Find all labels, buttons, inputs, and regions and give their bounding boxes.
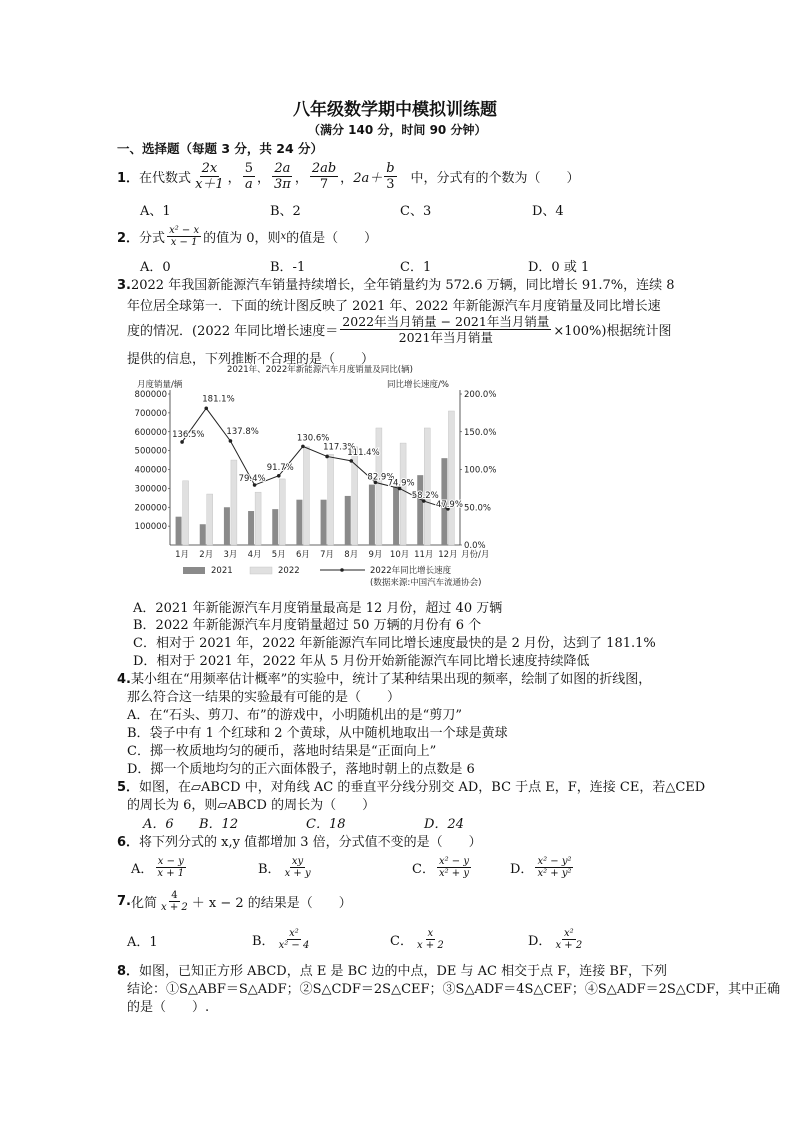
growth-label: 82.9% [367, 472, 395, 483]
legend-swatch-2021 [183, 567, 205, 574]
x-tick-label: 5月 [271, 550, 286, 560]
legend-swatch-2022 [250, 567, 272, 574]
option-a: A．0 [140, 260, 171, 275]
question-text: 度的情况．(2022 年同比增长速度＝ [127, 323, 339, 339]
option-b: B．2022 年新能源汽车月度销量超过 50 万辆的月份有 6 个 [133, 618, 482, 633]
fraction: $\frac{\text{2022年当月销量 − 2021年当月销量}}{\text{2021年当月销量}}$ [342, 313, 550, 345]
bar-2021-6 [296, 500, 302, 545]
option-a: A、1 [140, 204, 171, 219]
fraction: $\frac{2x}{x+1}$ [195, 160, 224, 192]
option-d: D．掷一个质地均匀的正六面体骰子，落地时朝上的点数是 6 [127, 762, 475, 777]
chart-svg [125, 362, 515, 594]
question-3-line1 [117, 274, 675, 293]
question-8-line2: 结论：①S△ABF＝S△ADF；②S△CDF＝2S△CEF；③S△ADF＝4S△CEF；④S△ADF＝2S△CDF，其中正确 [127, 982, 781, 997]
fraction: $\frac{4}{x + 2}$ [161, 889, 188, 913]
question-6 [117, 831, 482, 850]
growth-label: 79.4% [238, 474, 266, 485]
x-tick-label: 1月 [175, 550, 190, 560]
bar-2022-7 [328, 454, 334, 545]
option-b: B、2 [270, 204, 301, 219]
question-text: 中，分式有的个数为（ ） [410, 170, 580, 186]
bar-2021-2 [200, 524, 206, 545]
y-axis-label: 月度销量/辆 [137, 380, 183, 390]
question-1: 1． 在代数式 $\frac{2x}{x+1}$ ， $\frac{5}{a}$ ， $\frac{2a}{3\pi}$ ， $\frac{2ab}{7}$ ， 2a＋ $\frac{b}{3}$ 中，分式有的个数为（ ） [117, 160, 580, 192]
option-a: A． $\frac{x - y}{x + 1}$ [131, 855, 185, 879]
growth-point [301, 445, 305, 449]
chart-source: (数据来源:中国汽车流通协会) [370, 578, 482, 588]
question-7 [117, 883, 352, 919]
growth-point [325, 455, 329, 459]
growth-label: 181.1% [202, 394, 235, 405]
option-d: D．24 [424, 817, 464, 832]
question-text: 的值为 0，则 [203, 230, 281, 246]
y2-tick-label: 150.0% [464, 427, 497, 438]
bar-2022-12 [448, 411, 454, 545]
question-3-line2: 年位居全球第一．下面的统计图反映了 2021 年、2022 年新能源汽车月度销量及同比增长速 [127, 299, 661, 314]
growth-point [204, 406, 208, 410]
y2-tick-label: 200.0% [464, 390, 497, 400]
question-number: 7. [117, 893, 131, 909]
y2-axis-label: 同比增长速度/% [387, 380, 449, 390]
x-tick-label: 6月 [295, 550, 310, 560]
growth-line [182, 408, 448, 509]
legend-label: 2022年同比增长速度 [370, 566, 452, 576]
bar-2022-6 [303, 447, 309, 545]
growth-label: 91.7% [266, 462, 294, 473]
option-b: B． $\frac{\text{x²}}{\text{x² − 4}}$ [252, 927, 310, 951]
option-c: C． $\frac{x}{x + 2}$ [390, 927, 444, 951]
growth-point [349, 459, 353, 463]
section-heading: 一、选择题（每题 3 分，共 24 分） [117, 141, 324, 156]
bar-2021-9 [369, 485, 375, 545]
x-tick-label: 9月 [368, 550, 383, 560]
question-text: 将下列分式的 x,y 值都增加 3 倍，分式值不变的是（ ） [139, 835, 482, 850]
bar-2021-5 [272, 509, 278, 545]
option-d: D． $\frac{\text{x² − y²}}{\text{x² + y²}}$ [510, 855, 572, 879]
bar-2021-11 [417, 475, 423, 545]
question-text: 如图，已知正方形 ABCD，点 E 是 BC 边的中点，DE 与 AC 相交于点 F，连接 BF，下列 [139, 964, 667, 979]
question-3-line4: 提供的信息，下列推断不合理的是（ ） [127, 352, 375, 367]
variable: x [280, 230, 287, 242]
option-c: C、3 [400, 204, 432, 219]
question-text: 2022 年我国新能源汽车销量持续增长，全年销量约为 572.6 万辆，同比增长 91.7%，连续 8 [130, 278, 675, 293]
page-title: 八年级数学期中模拟训练题 [293, 100, 497, 120]
bar-2022-11 [424, 428, 430, 545]
question-text: 化简 [130, 895, 157, 911]
question-8-line3: 的是（ ）. [127, 1000, 210, 1015]
question-number: 3. [117, 278, 131, 293]
question-2 [117, 219, 377, 253]
question-text: 某小组在“用频率估计概率”的实验中，统计了某种结果出现的频率，绘制了如图的折线图， [130, 672, 652, 687]
question-number: 4. [117, 672, 131, 687]
bar-2022-2 [207, 494, 213, 545]
growth-point [229, 439, 233, 443]
question-text: 的值是（ ） [286, 230, 378, 246]
question-number: 2． [117, 230, 140, 246]
growth-label: 137.8% [226, 426, 259, 437]
x-tick-label: 2月 [199, 550, 214, 560]
y-tick-label: 300000 [134, 484, 167, 495]
question-text: ×100%)根据统计图 [553, 323, 672, 339]
option-b: B． $\frac{xy}{x + y}$ [258, 855, 311, 879]
question-5-line2: 的周长为 6，则▱ABCD 的周长为（ ） [127, 798, 376, 813]
y2-tick-label: 100.0% [464, 465, 497, 476]
fraction: $\frac{5}{a}$ [244, 160, 253, 192]
y-tick-label: 200000 [134, 503, 167, 514]
bar-2021-1 [176, 517, 182, 545]
option-c: C．1 [400, 260, 432, 275]
option-c: C．掷一枚质地均匀的硬币，落地时结果是“正面向上” [127, 744, 437, 759]
fraction: $\frac{b}{3}$ [386, 160, 395, 192]
bar-2022-5 [279, 479, 285, 545]
growth-label: 58.2% [411, 491, 439, 502]
question-number: 5． [117, 780, 140, 795]
growth-label: 47.9% [435, 499, 463, 510]
option-a: A．1 [127, 935, 158, 950]
bar-2021-3 [224, 507, 230, 545]
question-4-line1 [117, 668, 651, 687]
question-text: 如图，在▱ABCD 中，对角线 AC 的垂直平分线分别交 AD，BC 于点 E，F，连接 CE，若△CED [139, 780, 706, 795]
growth-label: 136.5% [172, 429, 205, 440]
option-d: D． $\frac{\text{x²}}{x + 2}$ [528, 927, 583, 951]
y-tick-label: 700000 [134, 408, 167, 419]
growth-point [180, 440, 184, 444]
legend-label: 2021 [211, 566, 233, 576]
x-tick-label: 7月 [320, 550, 335, 560]
option-c: C．18 [306, 817, 346, 832]
chart-title: 2021年、2022年新能源汽车月度销量及同比(辆) [227, 365, 413, 375]
y-tick-label: 600000 [134, 427, 167, 438]
x-tick-label: 12月 [438, 550, 458, 560]
question-number: 8． [117, 964, 140, 979]
x-tick-label: 10月 [389, 550, 410, 560]
option-b: B．袋子中有 1 个红球和 2 个黄球，从中随机地取出一个球是黄球 [127, 726, 508, 741]
growth-label: 74.9% [387, 478, 415, 489]
fraction: $\frac{2a}{3\pi}$ [273, 160, 291, 192]
question-number: 1． [117, 170, 140, 186]
bar-2022-9 [376, 428, 382, 545]
expression: 2a＋ [353, 170, 383, 186]
y-tick-label: 500000 [134, 446, 167, 457]
y-tick-label: 100000 [134, 522, 167, 533]
question-text: ＋ x − 2 的结果是（ ） [191, 895, 352, 911]
option-d: D．相对于 2021 年，2022 年从 5 月份开始新能源汽车同比增长速度持续降低 [133, 654, 590, 669]
y-tick-label: 800000 [134, 390, 167, 400]
growth-label: 111.4% [347, 447, 380, 458]
option-b: B．-1 [270, 260, 306, 275]
question-number: 6． [117, 835, 140, 850]
growth-point [277, 474, 281, 478]
option-d: D、4 [532, 204, 564, 219]
legend-marker [340, 568, 344, 572]
question-3-line3 [127, 312, 671, 346]
option-c: C． $\frac{\text{x² − y}}{\text{x² + y}}$ [412, 855, 469, 879]
option-a: A．6 [143, 817, 174, 832]
bar-2021-10 [393, 486, 399, 545]
x-axis-label: 月份/月 [461, 550, 490, 560]
growth-label: 117.3% [323, 442, 356, 453]
fraction: $\frac{2ab}{7}$ [311, 160, 337, 192]
option-b: B．12 [199, 817, 239, 832]
bar-2021-8 [345, 496, 351, 545]
bar-2022-3 [231, 460, 237, 545]
y2-tick-label: 50.0% [464, 503, 492, 514]
x-tick-label: 4月 [247, 550, 262, 560]
bar-2022-4 [255, 492, 261, 545]
option-a: A．在“石头、剪刀、布”的游戏中，小明随机出的是“剪刀” [127, 708, 462, 723]
x-tick-label: 11月 [414, 550, 434, 560]
x-tick-label: 8月 [344, 550, 359, 560]
y-tick-label: 400000 [134, 465, 167, 476]
y2-tick-label: 0.0% [464, 541, 486, 551]
growth-label: 130.6% [296, 433, 330, 444]
question-8-line1 [117, 960, 667, 979]
legend-label: 2022 [278, 566, 300, 576]
page-subtitle: （满分 140 分，时间 90 分钟） [308, 123, 487, 137]
option-a: A．2021 年新能源汽车月度销量最高是 12 月份，超过 40 万辆 [133, 601, 503, 616]
bar-2022-1 [183, 481, 189, 545]
question-text: 在代数式 [139, 170, 192, 186]
bar-2021-4 [248, 511, 254, 545]
option-c: C．相对于 2021 年，2022 年新能源汽车同比增长速度最快的是 2 月份，达到了 181.1% [133, 636, 656, 651]
fraction: $\frac{\text{x² − x}}{x - 1}$ [169, 224, 200, 248]
question-5-line1 [117, 776, 705, 795]
question-text: 分式 [139, 230, 166, 246]
question-4-line2: 那么符合这一结果的实验最有可能的是（ ） [127, 690, 401, 705]
bar-2021-7 [321, 500, 327, 545]
x-tick-label: 3月 [223, 550, 238, 560]
option-d: D．0 或 1 [528, 260, 590, 275]
sales-chart [125, 362, 515, 594]
bar-2022-10 [400, 443, 406, 545]
